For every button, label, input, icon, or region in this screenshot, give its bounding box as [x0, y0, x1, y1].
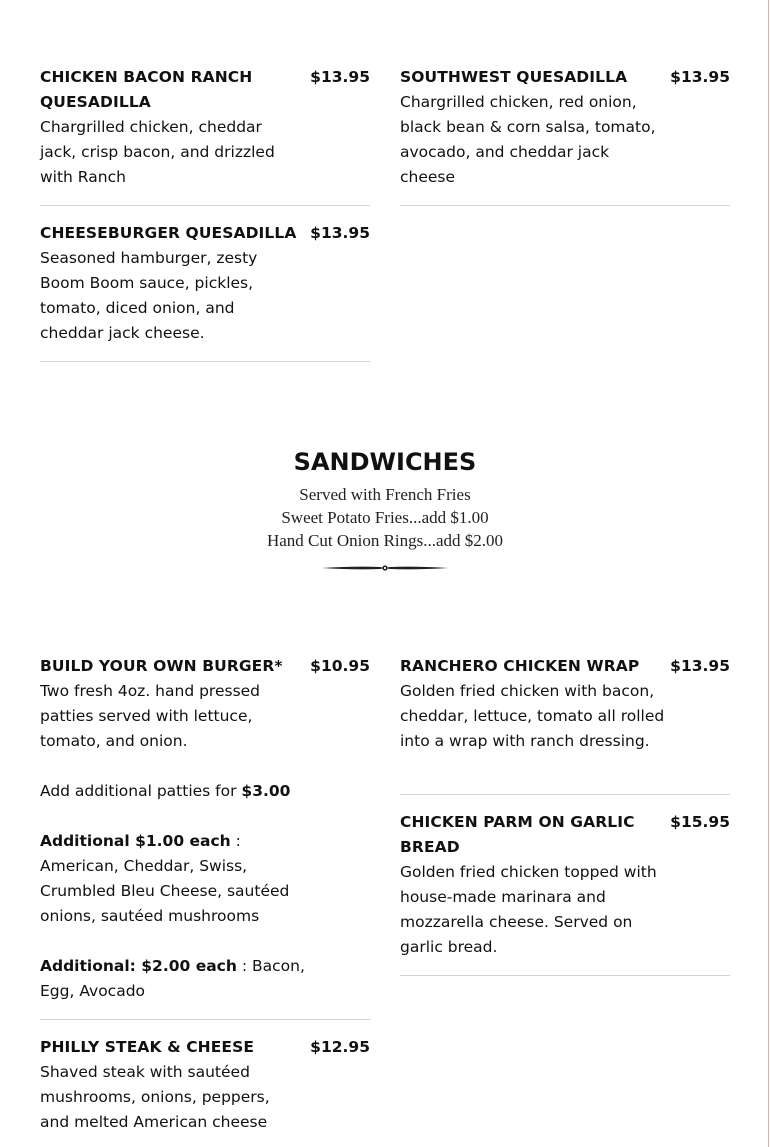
menu-item	[40, 221, 370, 363]
item-description: Seasoned hamburger, zesty Boom Boom sauce, pickles, tomato, diced onion, and cheddar jack cheese.	[40, 249, 258, 342]
item-description: Chargrilled chicken, cheddar jack, crisp bacon, and drizzled with Ranch	[40, 118, 275, 186]
item-description: Golden fried chicken with bacon, cheddar, lettuce, tomato all rolled into a wrap with ranch dressing.	[400, 682, 665, 750]
item-description: Golden fried chicken topped with house-made marinara and mozzarella cheese. Served on garlic bread.	[400, 863, 657, 956]
item-name: CHEESEBURGER QUESADILLA	[40, 224, 297, 242]
addon-label: Additional $1.00 each	[40, 832, 231, 850]
item-name: RANCHERO CHICKEN WRAP	[400, 657, 640, 675]
item-divider	[40, 361, 370, 362]
item-name: SOUTHWEST QUESADILLA	[400, 68, 628, 86]
menu-item	[40, 654, 370, 1021]
item-price: $13.95	[670, 68, 730, 86]
item-description: Two fresh 4oz. hand pressed patties served with lettuce, tomato, and onion.	[40, 682, 261, 750]
item-divider	[400, 794, 730, 795]
addon-text: : American, Cheddar, Swiss, Crumbled Bleu Cheese, sautéed onions, sautéed mushrooms	[40, 832, 290, 925]
section-subtitle: Sweet Potato Fries...add $1.00	[281, 508, 489, 527]
menu-item	[40, 1035, 370, 1147]
item-divider	[400, 975, 730, 976]
item-price: $10.95	[310, 657, 370, 675]
addon-label: Additional: $2.00 each	[40, 957, 237, 975]
menu-item	[400, 65, 730, 207]
item-price: $15.95	[670, 813, 730, 831]
item-price: $13.95	[310, 224, 370, 242]
addon-text: : Bacon, Egg, Avocado	[40, 957, 305, 1000]
extra-patties-note	[40, 779, 330, 804]
addon-two-dollar	[40, 954, 308, 1004]
item-name: PHILLY STEAK & CHEESE	[40, 1038, 255, 1056]
extra-patties-price: $3.00	[241, 782, 291, 800]
item-divider	[40, 205, 370, 206]
menu-item	[400, 654, 730, 796]
addon-one-dollar	[40, 829, 302, 929]
item-name: BUILD YOUR OWN BURGER*	[40, 657, 283, 675]
item-divider	[400, 205, 730, 206]
item-name: CHICKEN BACON RANCH QUESADILLA	[40, 68, 253, 111]
page-edge-line	[768, 0, 769, 1147]
item-price: $13.95	[670, 657, 730, 675]
item-price: $12.95	[310, 1038, 370, 1056]
menu-item	[400, 810, 730, 977]
ornament-divider-icon	[320, 561, 450, 575]
item-price: $13.95	[310, 68, 370, 86]
section-subtitle: Served with French Fries	[299, 485, 471, 504]
item-name: CHICKEN PARM ON GARLIC BREAD	[400, 813, 635, 856]
extra-patties-text: Add additional patties for	[40, 782, 242, 800]
section-title: SANDWICHES	[293, 448, 477, 476]
section-subtitle: Hand Cut Onion Rings...add $2.00	[266, 531, 504, 550]
item-divider	[40, 1019, 370, 1020]
menu-item	[40, 65, 370, 207]
item-description: Shaved steak with sautéed mushrooms, onions, peppers, and melted American cheese	[40, 1063, 270, 1131]
item-description: Chargrilled chicken, red onion, black bean & corn salsa, tomato, avocado, and cheddar jack cheese	[400, 93, 656, 186]
